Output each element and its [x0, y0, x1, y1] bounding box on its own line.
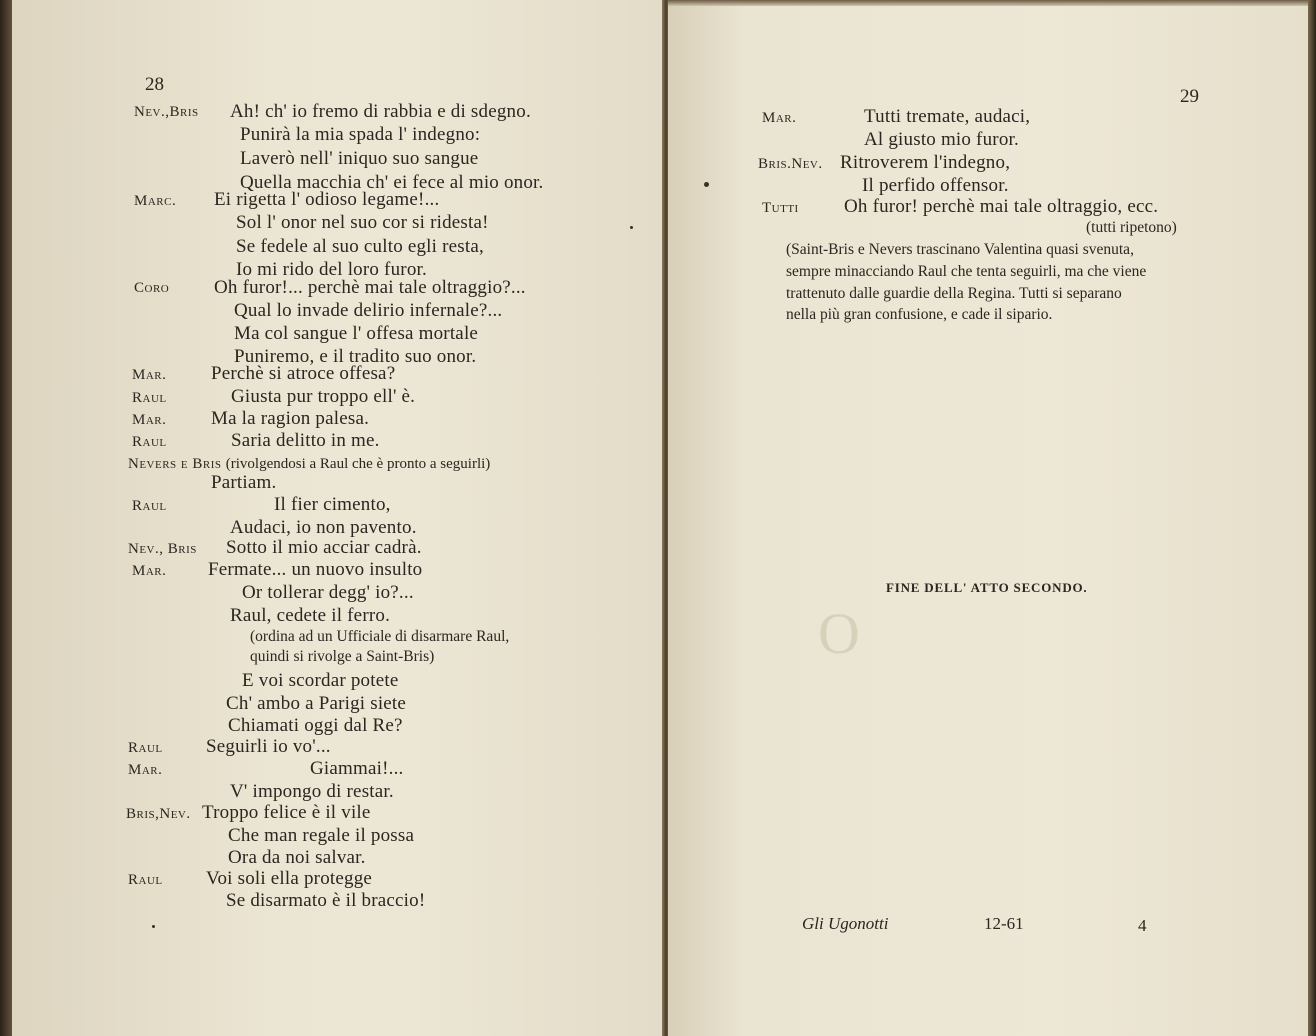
speaker-label: Nev.,Bris	[134, 104, 199, 120]
left-page	[12, 0, 666, 1036]
repeat-note: (tutti ripetono)	[1086, 219, 1177, 236]
verse-line: Se disarmato è il braccio!	[226, 890, 426, 911]
verse-line: Ch' ambo a Parigi siete	[226, 693, 407, 714]
verse-line: Il fier cimento,	[274, 494, 391, 515]
verse-line: V' impongo di restar.	[230, 781, 394, 802]
speaker-label: Raul	[128, 872, 163, 888]
verse-line: Voi soli ella protegge	[206, 868, 373, 889]
verse-line: Ma la ragion palesa.	[211, 408, 370, 429]
verse-line: Puniremo, e il tradito suo onor.	[234, 346, 477, 367]
verse-line: Qual lo invade delirio infernale?...	[234, 300, 503, 321]
speaker-label: Mar.	[132, 367, 167, 383]
speaker-label: Raul	[132, 390, 167, 406]
speaker-label: Raul	[132, 434, 167, 450]
verse-line: Partiam.	[211, 472, 277, 493]
speaker-label: Mar.	[128, 762, 163, 778]
bleed-through-letter: O	[818, 601, 860, 666]
stage-direction: (Saint-Bris e Nevers trascinano Valentina quasi svenuta,	[786, 241, 1134, 258]
stage-direction: (ordina ad un Ufficiale di disarmare Raul,	[250, 628, 510, 645]
stage-direction: nella più gran confusione, e cade il sipario.	[786, 306, 1053, 323]
verse-line: Quella macchia ch' ei fece al mio onor.	[240, 172, 544, 193]
verse-line: Al giusto mio furor.	[864, 129, 1019, 150]
speaker-label: Raul	[128, 740, 163, 756]
ink-speck	[152, 925, 155, 928]
verse-line: Il perfido offensor.	[862, 175, 1009, 196]
speaker-name: Nevers e Bris	[128, 456, 222, 472]
verse-line: Perchè si atroce offesa?	[211, 363, 396, 384]
page-number: 29	[1180, 86, 1199, 107]
verse-line: Io mi rido del loro furor.	[236, 259, 427, 280]
verse-line: Tutti tremate, audaci,	[864, 106, 1031, 127]
stage-direction: sempre minacciando Raul che tenta seguirli, ma che viene	[786, 263, 1147, 280]
verse-line: Giammai!...	[310, 758, 404, 779]
speaker-label: Coro	[134, 280, 170, 296]
footer-title: Gli Ugonotti	[802, 914, 889, 933]
verse-line: Fermate... un nuovo insulto	[208, 559, 423, 580]
verse-line: Saria delitto in me.	[231, 430, 380, 451]
book-edge-right	[1308, 0, 1316, 1036]
speaker-label: Marc.	[134, 193, 177, 209]
verse-line: Troppo felice è il vile	[202, 802, 371, 823]
verse-line: Ah! ch' io fremo di rabbia e di sdegno.	[230, 101, 531, 122]
end-of-act-label: FINE DELL' ATTO SECONDO.	[886, 580, 1088, 595]
verse-line: Oh furor! perchè mai tale oltraggio, ecc.	[844, 196, 1159, 217]
verse-line: Ritroverem l'indegno,	[840, 152, 1011, 173]
verse-line: Punirà la mia spada l' indegno:	[240, 124, 481, 145]
verse-line: Ei rigetta l' odioso legame!...	[214, 189, 440, 210]
verse-line: Ma col sangue l' offesa mortale	[234, 323, 479, 344]
verse-line: Seguirli io vo'...	[206, 736, 331, 757]
verse-line: Chiamati oggi dal Re?	[228, 715, 403, 736]
stage-direction: (rivolgendosi a Raul che è pronto a seguirli)	[225, 456, 491, 472]
ink-speck	[630, 226, 633, 229]
verse-line: Se fedele al suo culto egli resta,	[236, 236, 484, 257]
verse-line: Or tollerar degg' io?...	[242, 582, 414, 603]
stage-direction: quindi si rivolge a Saint-Bris)	[250, 648, 435, 665]
verse-line: Audaci, io non pavento.	[230, 517, 417, 538]
ink-speck	[704, 182, 709, 187]
verse-line: Giusta pur troppo ell' è.	[231, 386, 416, 407]
stage-direction: trattenuto dalle guardie della Regina. Tutti si separano	[786, 285, 1122, 302]
speaker-label	[128, 456, 490, 473]
verse-line: Sol l' onor nel suo cor si ridesta!	[236, 212, 489, 233]
speaker-label: Mar.	[132, 563, 167, 579]
right-page	[668, 0, 1310, 1036]
speaker-label: Mar.	[762, 110, 797, 126]
verse-line: Oh furor!... perchè mai tale oltraggio?...	[214, 277, 526, 298]
verse-line: Raul, cedete il ferro.	[230, 605, 391, 626]
verse-line: Ora da noi salvar.	[228, 847, 366, 868]
verse-line: Laverò nell' iniquo suo sangue	[240, 148, 479, 169]
footer-signature: 4	[1138, 916, 1147, 935]
speaker-label: Bris.Nev.	[758, 156, 823, 172]
speaker-label: Nev., Bris	[128, 541, 197, 557]
verse-line: E voi scordar potete	[242, 670, 399, 691]
page-top-shadow	[668, 0, 1310, 6]
verse-line: Che man regale il possa	[228, 825, 415, 846]
page-number: 28	[145, 74, 164, 95]
speaker-label: Raul	[132, 498, 167, 514]
speaker-label: Mar.	[132, 412, 167, 428]
footer-code: 12-61	[984, 914, 1024, 933]
verse-line: Sotto il mio acciar cadrà.	[226, 537, 422, 558]
speaker-label: Tutti	[762, 200, 799, 216]
speaker-label: Bris,Nev.	[126, 806, 191, 822]
